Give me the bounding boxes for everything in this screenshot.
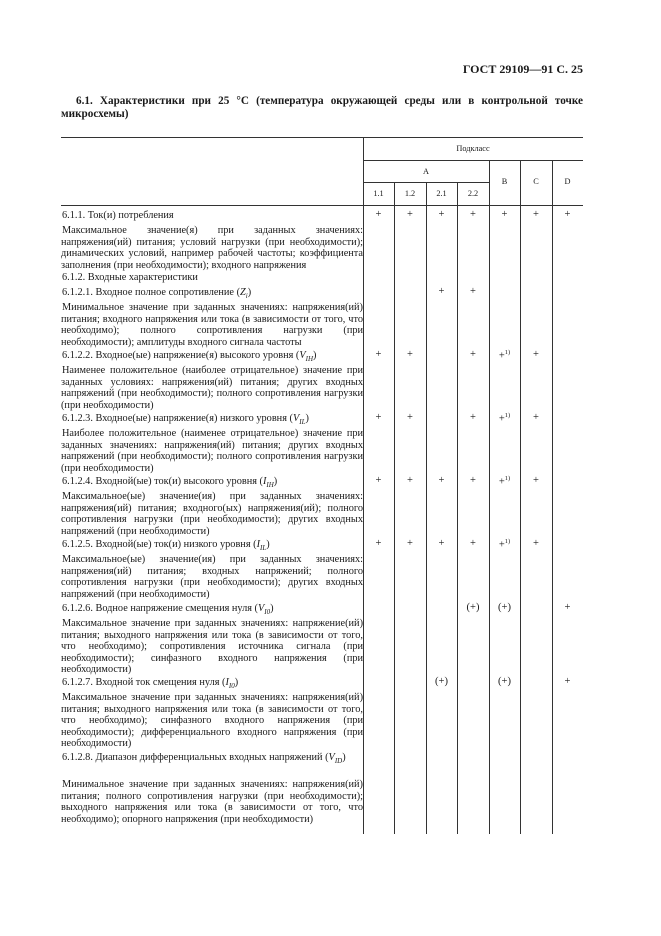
col-divider: [457, 182, 458, 834]
table-cell-mark: +$^{1)}$: [498, 412, 511, 425]
table-cell-mark: +$^{1)}$: [498, 538, 511, 551]
table-cell-mark: +: [470, 538, 476, 549]
table-cell-mark: +: [564, 209, 571, 220]
table-cell-mark: +: [438, 475, 445, 486]
col-divider: [489, 160, 490, 834]
table-cell-mark: +: [407, 209, 413, 220]
subclass-heading: Подкласс: [456, 144, 490, 153]
table-cell-mark: +: [533, 412, 539, 423]
table-cell-mark: +: [470, 475, 476, 486]
table-cell-mark: +: [375, 209, 382, 220]
subclass-a-heading: А: [423, 167, 429, 176]
col-head-1-2: 1.2: [404, 189, 416, 198]
table-top-rule: [61, 137, 583, 138]
table-cell-mark: (+): [435, 676, 448, 687]
table-cell-mark: +: [407, 538, 413, 549]
table-cell-mark: +: [438, 538, 445, 549]
table-row-item: 6.1.2.7. Входной ток смещения нуля $(I_{I0})$: [62, 677, 239, 691]
table-cell-mark: +: [470, 209, 476, 220]
table-cell-mark: +: [438, 209, 445, 220]
table-cell-mark: +: [470, 286, 476, 297]
table-row-item: 6.1.2.5. Входной(ые) ток(и) низкого уровня $(I_{IL})$: [62, 539, 270, 553]
table-cell-mark: +: [470, 412, 476, 423]
col-divider: [520, 160, 521, 834]
table-cell-mark: +: [533, 475, 539, 486]
col-head-d: D: [564, 177, 571, 186]
col-head-b: B: [501, 177, 508, 186]
col-head-1-1: 1.1: [373, 189, 384, 198]
header-rule: [363, 160, 583, 161]
table-row-description: Максимальное значение(я) при заданных значениях: напряжения(ий) питания; условий нагрузки (при необходимости); динамических условий, например рабочей частоты; коэффициента заполнения (при необходимости); входного напряжения: [61, 225, 363, 271]
col-head-2-1: 2.1: [436, 189, 447, 198]
table-row-item: 6.1.2.8. Диапазон дифференциальных входных напряжений $(V_{ID})$: [62, 752, 346, 766]
table-cell-mark: (+): [498, 676, 511, 687]
table-row-item: 6.1.2.3. Входное(ые) напряжение(я) низкого уровня $(V_{IL})$: [62, 413, 309, 427]
table-cell-mark: +: [438, 286, 445, 297]
table-row-description: Максимальное значение при заданных значениях: напряжение(ий) питания; выходного напряжения или тока (в зависимости от того, что необходимо); сопротивления источника сигнала (при необходимости); синфазного входного напряжения (при необходимости): [61, 618, 363, 676]
table-cell-mark: +: [501, 209, 508, 220]
table-cell-mark: +: [407, 349, 413, 360]
table-row-item: 6.1.2.6. Водное напряжение смещения нуля $(V_{I0})$: [62, 603, 274, 617]
table-row-item: 6.1.2.2. Входное(ые) напряжение(я) высокого уровня $(V_{IH})$: [62, 350, 317, 364]
table-cell-mark: +$^{1)}$: [498, 349, 511, 362]
table-row-item: 6.1.2. Входные характеристики: [62, 272, 198, 283]
table-cell-mark: +: [470, 349, 476, 360]
table-row-description: Наиболее положительное (наименее отрицательное) значение при заданных значениях: напряжения(ий) питания; других входных напряжений (при необходимости); полного сопротивления нагрузки (при необходимости): [61, 428, 363, 474]
table-cell-mark: (+): [498, 602, 511, 613]
table-cell-mark: +$^{1)}$: [498, 475, 511, 488]
table-row-item: 6.1.2.4. Входной(ые) ток(и) высокого уровня $(I_{IH})$: [62, 476, 278, 490]
table-row-item: 6.1.2.1. Входное полное сопротивление $(Z_i)$: [62, 287, 252, 301]
table-header-bottom-rule: [61, 205, 583, 206]
table-cell-mark: +: [533, 538, 539, 549]
col-divider: [426, 182, 427, 834]
table-row-description: Минимальное значение при заданных значениях: напряжения(ий) питания; полного сопротивления нагрузки (при необходимости); выходного напряжения или тока (в зависимости от того, что необходимо); опорного напряжения (при необходимости): [61, 779, 363, 825]
col-divider: [552, 160, 553, 834]
table-cell-mark: (+): [466, 602, 480, 613]
table-row-description: Максимальное(ые) значение(ия) при заданных значениях: напряжения(ий) питания; входных напряжений; полного сопротивления нагрузки (при необходимости); других входных напряжений (при необходимости): [61, 554, 363, 600]
table-row-item: 6.1.1. Ток(и) потребления: [62, 210, 174, 221]
col-divider: [394, 182, 395, 834]
table-row-description: Максимальное значение при заданных значениях: напряжения(ий) питания; выходного напряжения или тока (в зависимости от того, что необходимо); синфазного входного напряжения (при необходимости); дифференциального входного напряжения (при необходимости): [61, 692, 363, 750]
table-row-description: Наименее положительное (наиболее отрицательное) значение при заданных условиях: напряжения(ий) питания; других входных напряжений (при необходимости); полного сопротивления нагрузки (при необходимости): [61, 365, 363, 411]
table-cell-mark: +: [375, 538, 382, 549]
table-cell-mark: +: [564, 602, 571, 613]
col-head-2-2: 2.2: [467, 189, 479, 198]
table-cell-mark: +: [375, 349, 382, 360]
table-cell-mark: +: [564, 676, 571, 687]
table-cell-mark: +: [407, 412, 413, 423]
table-cell-mark: +: [407, 475, 413, 486]
page-header: ГОСТ 29109—91 С. 25: [462, 62, 583, 76]
table-cell-mark: +: [533, 349, 539, 360]
section-title: 6.1. Характеристики при 25 °С (температура окружающей среды или в контрольной точке микросхемы): [61, 95, 583, 120]
col-head-c: C: [533, 177, 539, 186]
table-cell-mark: +: [533, 209, 539, 220]
table-row-description: Минимальное значение при заданных значениях: напряжения(ий) питания; входного напряжения или тока (в зависимости от того, что необходимо); полного сопротивления нагрузки (при необходимости); амплитуды входного сигнала частоты: [61, 302, 363, 348]
table-row-description: Максимальное(ые) значение(ия) при заданных значениях: напряжения(ий) питания; входного(ых) напряжения(ий); полного сопротивления нагрузки (при необходимости); других входных напряжений (при необходимости): [61, 491, 363, 537]
table-cell-mark: +: [375, 412, 382, 423]
header-rule: [363, 182, 489, 183]
table-cell-mark: +: [375, 475, 382, 486]
